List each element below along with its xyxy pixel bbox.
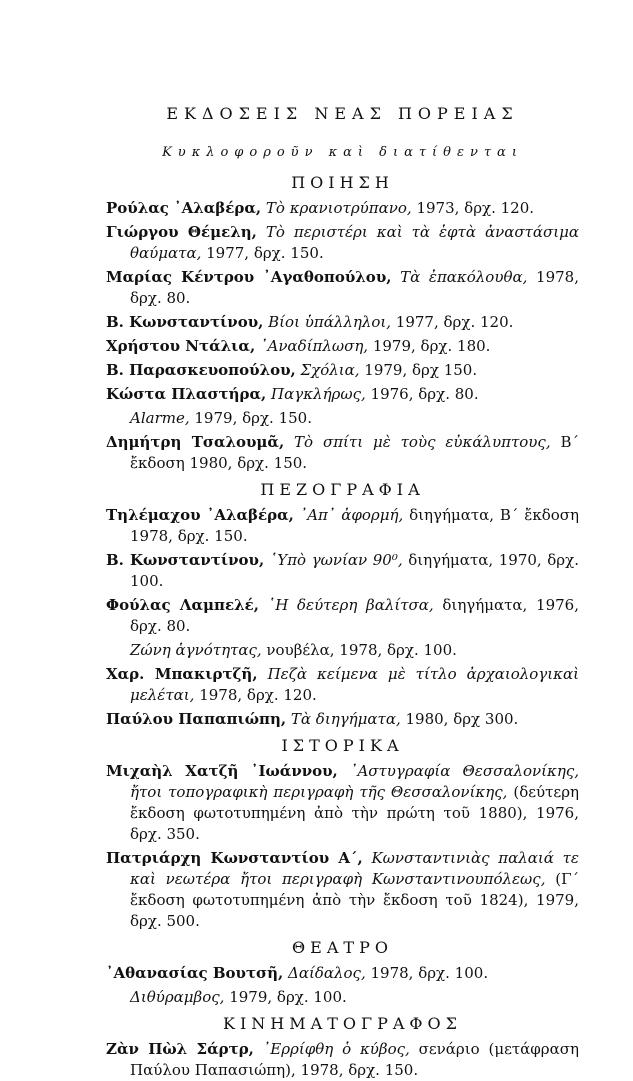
entry-work: Τὸ περιστέρι καὶ τὰ ἑφτὰ ἀναστάσιμα θαύματα, (130, 223, 579, 262)
entry-author: Δημήτρη Τσαλουμᾶ, (106, 433, 285, 451)
entry-details: διηγήματα, 1970, δρχ. 100. (130, 551, 579, 590)
list-item (106, 360, 579, 381)
entry-details: 1976, δρχ. 80. (365, 385, 479, 403)
entry-work: Σχόλια, (300, 361, 360, 379)
entry-details: 1978, δρχ. 100. (365, 964, 489, 982)
section-heading-theatre: ΘΕΑΤΡΟ (292, 938, 393, 957)
entry-details: 1977, δρχ. 120. (391, 313, 514, 331)
entry-details: Β΄ ἔκδοση 1980, δρχ. 150. (130, 433, 579, 472)
entry-details: 1979, δρχ. 150. (189, 409, 312, 427)
entry-details: διηγήματα, 1976, δρχ. 80. (130, 596, 579, 635)
section-heading-history: ΙΣΤΟΡΙΚΑ (281, 736, 404, 755)
entry-details: νουβέλα, 1978, δρχ. 100. (261, 641, 457, 659)
entry-work: Κωνσταντινιὰς παλαιά τε καὶ νεωτέρα ἤτοι περιγραφὴ Κωνσταντινουπόλεως, (130, 849, 579, 888)
entry-details: σενάριο (μετάφραση Παύλου Παπασιώπη), 1978, δρχ. 150. (130, 1040, 579, 1079)
list-item (130, 640, 579, 661)
list-item (106, 222, 579, 264)
entry-author: Β. Κωνσταντίνου, (106, 551, 265, 569)
list-item (106, 963, 579, 984)
entry-details: διηγήματα, Β΄ ἔκδοση 1978, δρχ. 150. (130, 506, 579, 545)
entry-work: Πεζὰ κείμενα μὲ τίτλο ἀρχαιολογικαὶ μελέται, (130, 665, 579, 704)
entry-details: 1980, δρχ 300. (400, 710, 519, 728)
entry-author: Β. Κωνσταντίνου, (106, 313, 264, 331)
section-heading-cinema: ΚΙΝΗΜΑΤΟΓΡΑΦΟΣ (223, 1014, 462, 1033)
entry-work: Τὸ κρανιοτρύπανο, (265, 199, 412, 217)
list-item (106, 664, 579, 706)
list-item (130, 408, 579, 429)
entry-author: Ρούλας ᾿Αλαβέρα, (106, 199, 262, 217)
entry-author: Κώστα Πλαστήρα, (106, 385, 267, 403)
publisher-subtitle: Κυκλοφοροῦν καὶ διατίθενται (162, 145, 523, 160)
entry-author: Τηλέμαχου ᾿Αλαβέρα, (106, 506, 294, 524)
entry-details: 1978, δρχ. 80. (130, 268, 579, 307)
list-item (106, 384, 579, 405)
entry-work: Alarme, (130, 409, 190, 427)
entry-details: 1977, δρχ. 150. (201, 244, 324, 262)
list-item (106, 198, 579, 219)
entry-author: Φούλας Λαμπελέ, (106, 596, 259, 614)
entry-work: ᾿Αστυγραφία Θεσσαλονίκης, ἤτοι τοπογραφικὴ περιγραφὴ τῆς Θεσσαλονίκης, (130, 762, 579, 801)
entry-work: Δαίδαλος, (288, 964, 366, 982)
entry-work: Τὰ ἐπακόλουθα, (400, 268, 528, 286)
section-heading-poetry: ΠΟΙΗΣΗ (291, 173, 394, 192)
entry-work: Παγκλήρως, (271, 385, 366, 403)
list-item (106, 848, 579, 932)
list-item (106, 761, 579, 845)
entry-author: Παύλου Παπαπιώπη, (106, 710, 287, 728)
entry-author: ᾿Αθανασίας Βουτσῆ, (106, 964, 284, 982)
publisher-title: ΕΚΔΟΣΕΙΣ ΝΕΑΣ ΠΟΡΕΙΑΣ (166, 104, 519, 123)
list-item (106, 267, 579, 309)
entry-details: 1979, δρχ 150. (359, 361, 478, 379)
entry-work: Βίοι ὑπάλληλοι, (268, 313, 392, 331)
list-item (106, 336, 579, 357)
list-item (106, 550, 579, 592)
entry-author: Γιώργου Θέμελη, (106, 223, 257, 241)
entry-author: Β. Παρασκευοπούλου, (106, 361, 296, 379)
list-item (106, 505, 579, 547)
entry-details: 1978, δρχ. 120. (194, 686, 317, 704)
entry-work: Τὰ διηγήματα, (290, 710, 401, 728)
entry-work: ᾿Απ᾿ ἀφορμή, (299, 506, 404, 524)
entry-author: Μιχαὴλ Χατζῆ ᾿Ιωάννου, (106, 762, 338, 780)
entry-author: Πατριάρχη Κωνσταντίου Α΄, (106, 849, 363, 867)
list-item (106, 709, 579, 730)
list-item (106, 1039, 579, 1081)
entry-author: Μαρίας Κέντρου ᾿Αγαθοπούλου, (106, 268, 392, 286)
entry-details: 1979, δρχ. 180. (368, 337, 491, 355)
entry-work: ᾿Ερρίφθη ὁ κύβος, (262, 1040, 410, 1058)
entry-author: Χαρ. Μπακιρτζῆ, (106, 665, 258, 683)
entry-work: Τὸ σπίτι μὲ τοὺς εὐκάλυπτους, (294, 433, 551, 451)
section-heading-prose: ΠΕΖΟΓΡΑΦΙΑ (260, 480, 425, 499)
entry-work: Ζώνη ἁγνότητας, (130, 641, 262, 659)
entry-work: ῾Η δεύτερη βαλίτσα, (267, 596, 434, 614)
entry-work: Διθύραμβος, (130, 988, 225, 1006)
list-item (106, 595, 579, 637)
entry-author: Ζὰν Πὼλ Σάρτρ, (106, 1040, 254, 1058)
list-item (130, 987, 579, 1008)
entry-work: ῾Υπὸ γωνίαν 90⁰, (269, 551, 403, 569)
entry-details: (δεύτερη ἔκδοση φωτοτυπημένη ἀπὸ τὴν πρώτη τοῦ 1880), 1976, δρχ. 350. (130, 783, 579, 843)
list-item (106, 312, 579, 333)
entry-details: 1973, δρχ. 120. (411, 199, 535, 217)
entry-author: Χρήστου Ντάλια, (106, 337, 256, 355)
entry-work: ᾿Αναδίπλωση, (259, 337, 369, 355)
entry-details: (Γ΄ ἔκδοση φωτοτυπημένη ἀπὸ τὴν ἔκδοση τοῦ 1824), 1979, δρχ. 500. (130, 870, 579, 930)
entry-details: 1979, δρχ. 100. (224, 988, 347, 1006)
list-item (106, 432, 579, 474)
